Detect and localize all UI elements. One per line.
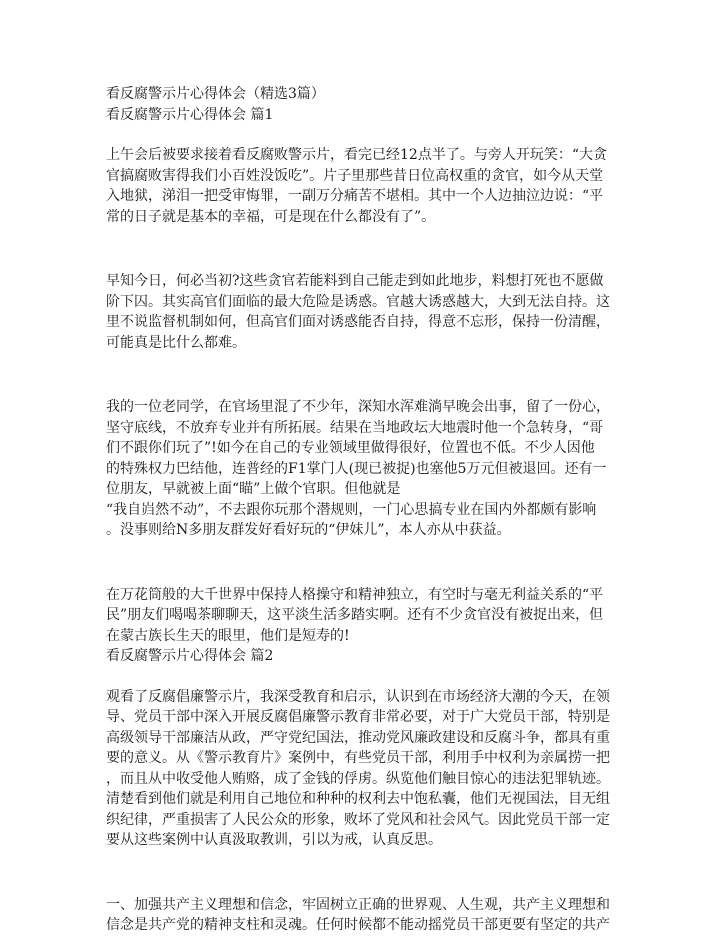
paragraph-line: 坚守底线，不放弃专业并有所拓展。结果在当地政坛大地震时他一个急转身，“哥 <box>106 419 604 436</box>
paragraph-line: 我的一位老同学，在官场里混了不少年，深知水浑难淌早晚会出事，留了一份心， <box>106 399 610 415</box>
paragraph-line: 清楚看到他们就是利用自己地位和种种的权利去中饱私囊，他们无视国法，目无组 <box>106 791 610 807</box>
paragraph-line: 在蒙古族长生天的眼里，他们是短寿的! <box>106 627 350 644</box>
paragraph-line: 上午会后被要求接着看反腐败警示片，看完已经12点半了。与旁人开玩笑：“大贪 <box>106 147 607 163</box>
paragraph-line: 民”朋友们喝喝茶聊聊天，这平淡生活多踏实啊。还有不少贪官没有被捉出来，但 <box>106 607 604 623</box>
paragraph-3 <box>106 397 616 541</box>
paragraph-line: 官搞腐败害得我们小百姓没饭吃”。片子里那些昔日位高权重的贪官，如今从天堂 <box>106 167 604 184</box>
paragraph-line: 入地狱，涕泪一把受审悔罪，一副万分痛苦不堪相。其中一个人边抽泣边说：“平 <box>106 188 604 204</box>
paragraph-line: 要从这些案例中认真汲取教训，引以为戒，认真反思。 <box>106 832 442 848</box>
paragraph-4 <box>106 585 616 647</box>
paragraph-line: 要的意义。从《警示教育片》案例中，有些党员干部，利用手中权利为亲属捞一把 <box>106 750 610 766</box>
section-heading-2: 看反腐警示片心得体会 篇2 <box>106 648 274 664</box>
paragraph-line: 里不说监督机制如何，但高官们面对诱惑能否自持，得意不忘形，保持一份清醒， <box>106 314 610 330</box>
document-title: 看反腐警示片心得体会（精选3篇） <box>106 86 325 102</box>
paragraph-5 <box>106 687 616 851</box>
paragraph-line: 高级领导干部廉洁从政，严守党纪国法，推动党风廉政建设和反腐斗争，都具有重 <box>106 729 610 746</box>
paragraph-line: 可能真是比什么都难。 <box>106 334 246 351</box>
paragraph-line: 。没事则给N多朋友群发好看好玩的“伊妹儿”，本人亦从中获益。 <box>106 522 511 538</box>
paragraph-line: 信念是共产党的精神支柱和灵魂。任何时候都不能动摇党员干部更要有坚定的共产 <box>106 917 610 933</box>
paragraph-6 <box>106 895 616 936</box>
paragraph-line: 早知今日，何必当初?这些贪官若能料到自己能走到如此地步，料想打死也不愿做 <box>106 273 604 289</box>
paragraph-line: 的特殊权力巴结他，连普经的F1掌门人(现已被捉)也塞他5万元但被退回。还有一 <box>106 460 607 477</box>
paragraph-line: 常的日子就是基本的幸福，可是现在什么都没有了”。 <box>106 208 436 225</box>
paragraph-line: 阶下囚。其实高官们面临的最大危险是诱惑。官越大诱惑越大，大到无法自持。这 <box>106 293 610 310</box>
paragraph-line: 观看了反腐倡廉警示片，我深受教育和启示，认识到在市场经济大潮的今天，在领 <box>106 688 610 705</box>
paragraph-line: 一、加强共产主义理想和信念，牢固树立正确的世界观、人生观，共产主义理想和 <box>106 896 610 913</box>
document-page <box>106 84 616 936</box>
paragraph-1 <box>106 145 616 227</box>
paragraph-line: 在万花筒般的大千世界中保持人格操守和精神独立，有空时与毫无利益关系的“平 <box>106 586 604 603</box>
paragraph-line: 织纪律，严重损害了人民公众的形象，败坏了党风和社会风气。因此党员干部一定 <box>106 811 610 828</box>
paragraph-line: “我自岿然不动”，不去跟你玩那个潜规则，一门心思搞专业在国内外都颇有影响 <box>106 501 597 518</box>
paragraph-line: 们不跟你们玩了”!如今在自己的专业领域里做得很好，位置也不低。不少人因他 <box>106 440 595 456</box>
paragraph-line: ，而且从中收受他人贿赂，成了金钱的俘虏。纵览他们触目惊心的违法犯罪轨迹。 <box>106 770 610 787</box>
section-heading-1: 看反腐警示片心得体会 篇1 <box>106 106 274 123</box>
paragraph-line: 导、党员干部中深入开展反腐倡廉警示教育非常必要，对于广大党员干部，特别是 <box>106 709 610 725</box>
paragraph-2 <box>106 271 616 353</box>
paragraph-line: 位朋友，早就被上面“瞄”上做个官职。但他就是 <box>106 481 401 497</box>
